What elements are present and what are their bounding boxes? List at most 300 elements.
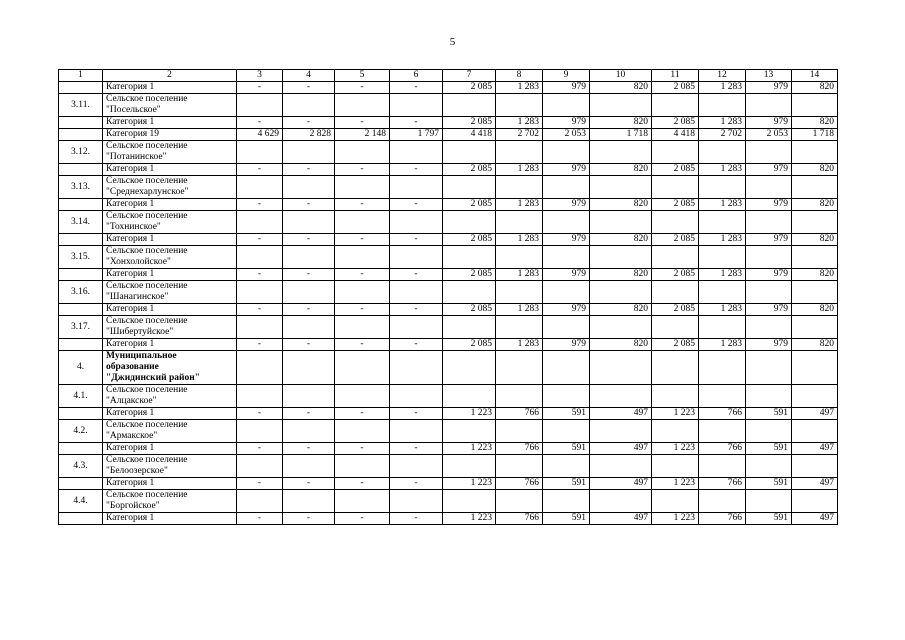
value-cell: 979 — [543, 117, 590, 129]
value-cell: - — [335, 117, 390, 129]
row-index — [59, 164, 103, 176]
empty-cell — [335, 455, 390, 478]
empty-cell — [792, 490, 838, 513]
value-cell: - — [390, 513, 443, 525]
value-cell: 591 — [746, 478, 792, 490]
value-cell: - — [237, 478, 283, 490]
category-name: Категория 1 — [103, 82, 237, 94]
empty-cell — [746, 455, 792, 478]
category-row — [59, 129, 838, 141]
value-cell: 979 — [746, 339, 792, 351]
value-cell: 1 223 — [443, 478, 496, 490]
empty-cell — [443, 94, 496, 117]
value-cell: 1 718 — [792, 129, 838, 141]
value-cell: 979 — [543, 269, 590, 281]
empty-cell — [283, 490, 335, 513]
value-cell: - — [390, 234, 443, 246]
value-cell: 497 — [792, 443, 838, 455]
empty-cell — [335, 141, 390, 164]
section-title: Сельское поселение "Шанагинское" — [103, 281, 237, 304]
empty-cell — [496, 246, 543, 269]
empty-cell — [283, 316, 335, 339]
category-row — [59, 82, 838, 94]
row-index: 3.16. — [59, 281, 103, 304]
value-cell: 1 223 — [652, 478, 699, 490]
value-cell: 2 702 — [699, 129, 746, 141]
empty-cell — [652, 281, 699, 304]
empty-cell — [543, 316, 590, 339]
value-cell: 4 418 — [652, 129, 699, 141]
row-index — [59, 339, 103, 351]
empty-cell — [443, 420, 496, 443]
empty-cell — [496, 281, 543, 304]
value-cell: 766 — [699, 513, 746, 525]
value-cell: 820 — [792, 304, 838, 316]
value-cell: 1 223 — [652, 513, 699, 525]
value-cell: - — [283, 443, 335, 455]
value-cell: 2 085 — [652, 339, 699, 351]
empty-cell — [590, 211, 652, 234]
empty-cell — [496, 316, 543, 339]
empty-cell — [283, 351, 335, 385]
value-cell: 4 629 — [237, 129, 283, 141]
value-cell: 979 — [746, 234, 792, 246]
category-row — [59, 269, 838, 281]
empty-cell — [237, 351, 283, 385]
value-cell: 820 — [590, 164, 652, 176]
row-index: 3.17. — [59, 316, 103, 339]
empty-cell — [543, 490, 590, 513]
empty-cell — [652, 94, 699, 117]
value-cell: 979 — [543, 234, 590, 246]
empty-cell — [590, 455, 652, 478]
section-title-row — [59, 455, 838, 478]
empty-cell — [237, 281, 283, 304]
empty-cell — [699, 490, 746, 513]
category-name: Категория 1 — [103, 339, 237, 351]
section-title: Сельское поселение "Посельское" — [103, 94, 237, 117]
category-row — [59, 443, 838, 455]
value-cell: 820 — [792, 199, 838, 211]
value-cell: 2 085 — [443, 164, 496, 176]
value-cell: 979 — [746, 269, 792, 281]
header-cell: 5 — [335, 70, 390, 82]
value-cell: - — [237, 408, 283, 420]
value-cell: 2 148 — [335, 129, 390, 141]
category-row — [59, 339, 838, 351]
value-cell: 820 — [590, 339, 652, 351]
section-title: Сельское поселение "Боргойское" — [103, 490, 237, 513]
value-cell: - — [283, 269, 335, 281]
value-cell: 2 053 — [746, 129, 792, 141]
value-cell: 2 828 — [283, 129, 335, 141]
value-cell: - — [237, 269, 283, 281]
value-cell: 2 085 — [443, 339, 496, 351]
value-cell: - — [335, 513, 390, 525]
value-cell: 820 — [792, 234, 838, 246]
value-cell: 4 418 — [443, 129, 496, 141]
value-cell: - — [237, 82, 283, 94]
value-cell: - — [283, 478, 335, 490]
value-cell: 979 — [543, 82, 590, 94]
value-cell: 1 283 — [699, 117, 746, 129]
value-cell: 1 223 — [443, 513, 496, 525]
value-cell: - — [390, 443, 443, 455]
value-cell: 1 718 — [590, 129, 652, 141]
empty-cell — [496, 141, 543, 164]
empty-cell — [283, 385, 335, 408]
empty-cell — [543, 455, 590, 478]
empty-cell — [590, 490, 652, 513]
value-cell: 766 — [496, 478, 543, 490]
value-cell: 591 — [543, 478, 590, 490]
empty-cell — [792, 455, 838, 478]
category-name: Категория 1 — [103, 478, 237, 490]
section-title-row — [59, 141, 838, 164]
header-cell: 4 — [283, 70, 335, 82]
empty-cell — [237, 94, 283, 117]
value-cell: - — [390, 117, 443, 129]
empty-cell — [590, 385, 652, 408]
value-cell: 497 — [590, 443, 652, 455]
value-cell: 1 283 — [496, 234, 543, 246]
empty-cell — [652, 455, 699, 478]
row-index: 4. — [59, 351, 103, 385]
value-cell: - — [335, 234, 390, 246]
row-index: 4.2. — [59, 420, 103, 443]
section-title-row — [59, 385, 838, 408]
empty-cell — [335, 94, 390, 117]
value-cell: 1 223 — [652, 443, 699, 455]
header-cell: 14 — [792, 70, 838, 82]
empty-cell — [237, 211, 283, 234]
empty-cell — [496, 490, 543, 513]
row-index — [59, 304, 103, 316]
empty-cell — [283, 420, 335, 443]
category-name: Категория 1 — [103, 234, 237, 246]
value-cell: - — [335, 478, 390, 490]
empty-cell — [335, 176, 390, 199]
empty-cell — [335, 281, 390, 304]
category-name: Категория 1 — [103, 408, 237, 420]
section-title: Муниципальное образование "Джидинский район" — [103, 351, 237, 385]
row-index: 4.1. — [59, 385, 103, 408]
value-cell: 1 283 — [496, 339, 543, 351]
empty-cell — [237, 316, 283, 339]
empty-cell — [792, 246, 838, 269]
value-cell: 820 — [792, 164, 838, 176]
empty-cell — [443, 316, 496, 339]
section-title: Сельское поселение "Шибертуйское" — [103, 316, 237, 339]
empty-cell — [335, 420, 390, 443]
row-index — [59, 129, 103, 141]
empty-cell — [543, 141, 590, 164]
row-index — [59, 82, 103, 94]
value-cell: 2 085 — [652, 199, 699, 211]
category-row — [59, 304, 838, 316]
category-name: Категория 19 — [103, 129, 237, 141]
section-title-row — [59, 94, 838, 117]
empty-cell — [590, 94, 652, 117]
empty-cell — [792, 281, 838, 304]
value-cell: - — [283, 339, 335, 351]
value-cell: 979 — [543, 339, 590, 351]
empty-cell — [590, 316, 652, 339]
empty-cell — [792, 420, 838, 443]
empty-cell — [792, 94, 838, 117]
value-cell: 497 — [792, 408, 838, 420]
value-cell: 2 085 — [443, 304, 496, 316]
header-cell: 7 — [443, 70, 496, 82]
value-cell: 591 — [543, 443, 590, 455]
empty-cell — [283, 455, 335, 478]
value-cell: - — [237, 234, 283, 246]
header-cell: 6 — [390, 70, 443, 82]
empty-cell — [496, 455, 543, 478]
value-cell: 1 283 — [699, 304, 746, 316]
value-cell: 820 — [792, 269, 838, 281]
value-cell: 766 — [496, 408, 543, 420]
value-cell: 2 053 — [543, 129, 590, 141]
category-name: Категория 1 — [103, 164, 237, 176]
empty-cell — [590, 176, 652, 199]
empty-cell — [443, 490, 496, 513]
value-cell: 2 085 — [652, 304, 699, 316]
value-cell: - — [335, 443, 390, 455]
value-cell: 766 — [496, 443, 543, 455]
value-cell: 979 — [543, 304, 590, 316]
value-cell: 1 223 — [443, 408, 496, 420]
value-cell: 2 085 — [443, 199, 496, 211]
empty-cell — [792, 141, 838, 164]
section-title: Сельское поселение "Потанинское" — [103, 141, 237, 164]
value-cell: 591 — [746, 513, 792, 525]
empty-cell — [237, 141, 283, 164]
empty-cell — [443, 141, 496, 164]
category-row — [59, 199, 838, 211]
row-index: 3.15. — [59, 246, 103, 269]
empty-cell — [699, 316, 746, 339]
value-cell: 591 — [746, 443, 792, 455]
category-row — [59, 478, 838, 490]
value-cell: 820 — [792, 339, 838, 351]
empty-cell — [590, 246, 652, 269]
empty-cell — [390, 176, 443, 199]
category-row — [59, 234, 838, 246]
value-cell: 1 283 — [699, 199, 746, 211]
value-cell: - — [237, 164, 283, 176]
value-cell: 820 — [590, 199, 652, 211]
row-index — [59, 408, 103, 420]
value-cell: 1 283 — [699, 339, 746, 351]
empty-cell — [543, 176, 590, 199]
empty-cell — [652, 176, 699, 199]
empty-cell — [792, 385, 838, 408]
empty-cell — [699, 211, 746, 234]
section-title-row — [59, 490, 838, 513]
value-cell: - — [283, 164, 335, 176]
empty-cell — [652, 246, 699, 269]
empty-cell — [792, 211, 838, 234]
row-index: 3.11. — [59, 94, 103, 117]
value-cell: - — [283, 513, 335, 525]
empty-cell — [590, 281, 652, 304]
header-cell: 13 — [746, 70, 792, 82]
value-cell: 591 — [746, 408, 792, 420]
value-cell: - — [237, 199, 283, 211]
value-cell: - — [390, 269, 443, 281]
value-cell: 979 — [746, 164, 792, 176]
empty-cell — [746, 176, 792, 199]
empty-cell — [496, 385, 543, 408]
section-title-row — [59, 246, 838, 269]
value-cell: - — [237, 117, 283, 129]
value-cell: 766 — [699, 408, 746, 420]
empty-cell — [699, 176, 746, 199]
empty-cell — [543, 385, 590, 408]
empty-cell — [390, 420, 443, 443]
header-cell: 2 — [103, 70, 237, 82]
empty-cell — [699, 351, 746, 385]
empty-cell — [390, 211, 443, 234]
section-title-row — [59, 281, 838, 304]
section-title: Сельское поселение "Тохнинское" — [103, 211, 237, 234]
empty-cell — [443, 455, 496, 478]
empty-cell — [237, 385, 283, 408]
header-cell: 9 — [543, 70, 590, 82]
value-cell: 497 — [792, 513, 838, 525]
value-cell: - — [335, 408, 390, 420]
value-cell: 591 — [543, 408, 590, 420]
empty-cell — [390, 455, 443, 478]
section-title: Сельское поселение "Хонхолойское" — [103, 246, 237, 269]
empty-cell — [237, 490, 283, 513]
empty-cell — [283, 94, 335, 117]
value-cell: - — [237, 339, 283, 351]
section-title-row — [59, 420, 838, 443]
empty-cell — [390, 385, 443, 408]
value-cell: 979 — [746, 304, 792, 316]
empty-cell — [283, 281, 335, 304]
value-cell: 2 085 — [652, 269, 699, 281]
value-cell: 1 797 — [390, 129, 443, 141]
empty-cell — [335, 211, 390, 234]
empty-cell — [543, 281, 590, 304]
value-cell: 766 — [496, 513, 543, 525]
value-cell: - — [335, 164, 390, 176]
empty-cell — [746, 351, 792, 385]
row-index: 3.13. — [59, 176, 103, 199]
header-cell: 3 — [237, 70, 283, 82]
value-cell: - — [390, 82, 443, 94]
empty-cell — [652, 351, 699, 385]
row-index: 4.4. — [59, 490, 103, 513]
value-cell: - — [283, 304, 335, 316]
empty-cell — [792, 176, 838, 199]
empty-cell — [496, 176, 543, 199]
empty-cell — [590, 141, 652, 164]
empty-cell — [443, 281, 496, 304]
value-cell: - — [390, 164, 443, 176]
empty-cell — [496, 94, 543, 117]
empty-cell — [746, 211, 792, 234]
section-title-row — [59, 316, 838, 339]
section-title: Сельское поселение "Среднехарлунское" — [103, 176, 237, 199]
empty-cell — [496, 420, 543, 443]
empty-cell — [335, 316, 390, 339]
empty-cell — [543, 351, 590, 385]
value-cell: - — [237, 443, 283, 455]
header-cell: 12 — [699, 70, 746, 82]
section-title: Сельское поселение "Армакское" — [103, 420, 237, 443]
empty-cell — [283, 176, 335, 199]
header-cell: 1 — [59, 70, 103, 82]
empty-cell — [390, 94, 443, 117]
row-index — [59, 234, 103, 246]
value-cell: 1 283 — [496, 199, 543, 211]
tariff-table — [58, 69, 838, 525]
empty-cell — [792, 316, 838, 339]
value-cell: 1 223 — [652, 408, 699, 420]
empty-cell — [390, 351, 443, 385]
empty-cell — [746, 141, 792, 164]
empty-cell — [699, 281, 746, 304]
empty-cell — [699, 94, 746, 117]
row-index — [59, 443, 103, 455]
value-cell: - — [335, 82, 390, 94]
empty-cell — [652, 385, 699, 408]
section-title-row — [59, 351, 838, 385]
empty-cell — [543, 246, 590, 269]
empty-cell — [746, 246, 792, 269]
value-cell: - — [283, 82, 335, 94]
value-cell: - — [335, 339, 390, 351]
value-cell: - — [283, 234, 335, 246]
empty-cell — [652, 316, 699, 339]
value-cell: 820 — [590, 269, 652, 281]
empty-cell — [335, 351, 390, 385]
page-number: 5 — [449, 36, 456, 48]
value-cell: 2 085 — [652, 234, 699, 246]
empty-cell — [390, 316, 443, 339]
value-cell: 1 283 — [699, 164, 746, 176]
empty-cell — [699, 385, 746, 408]
empty-cell — [699, 455, 746, 478]
category-name: Категория 1 — [103, 304, 237, 316]
empty-cell — [746, 490, 792, 513]
value-cell: 1 223 — [443, 443, 496, 455]
empty-cell — [283, 141, 335, 164]
value-cell: - — [390, 408, 443, 420]
empty-cell — [652, 211, 699, 234]
value-cell: 820 — [792, 82, 838, 94]
empty-cell — [237, 420, 283, 443]
value-cell: 2 085 — [652, 117, 699, 129]
row-index — [59, 478, 103, 490]
value-cell: 766 — [699, 478, 746, 490]
value-cell: 497 — [590, 408, 652, 420]
header-cell: 10 — [590, 70, 652, 82]
value-cell: - — [335, 199, 390, 211]
empty-cell — [746, 281, 792, 304]
section-title: Сельское поселение "Белоозерское" — [103, 455, 237, 478]
category-row — [59, 513, 838, 525]
value-cell: 1 283 — [496, 82, 543, 94]
value-cell: 2 702 — [496, 129, 543, 141]
empty-cell — [746, 420, 792, 443]
empty-cell — [390, 281, 443, 304]
value-cell: 2 085 — [652, 164, 699, 176]
